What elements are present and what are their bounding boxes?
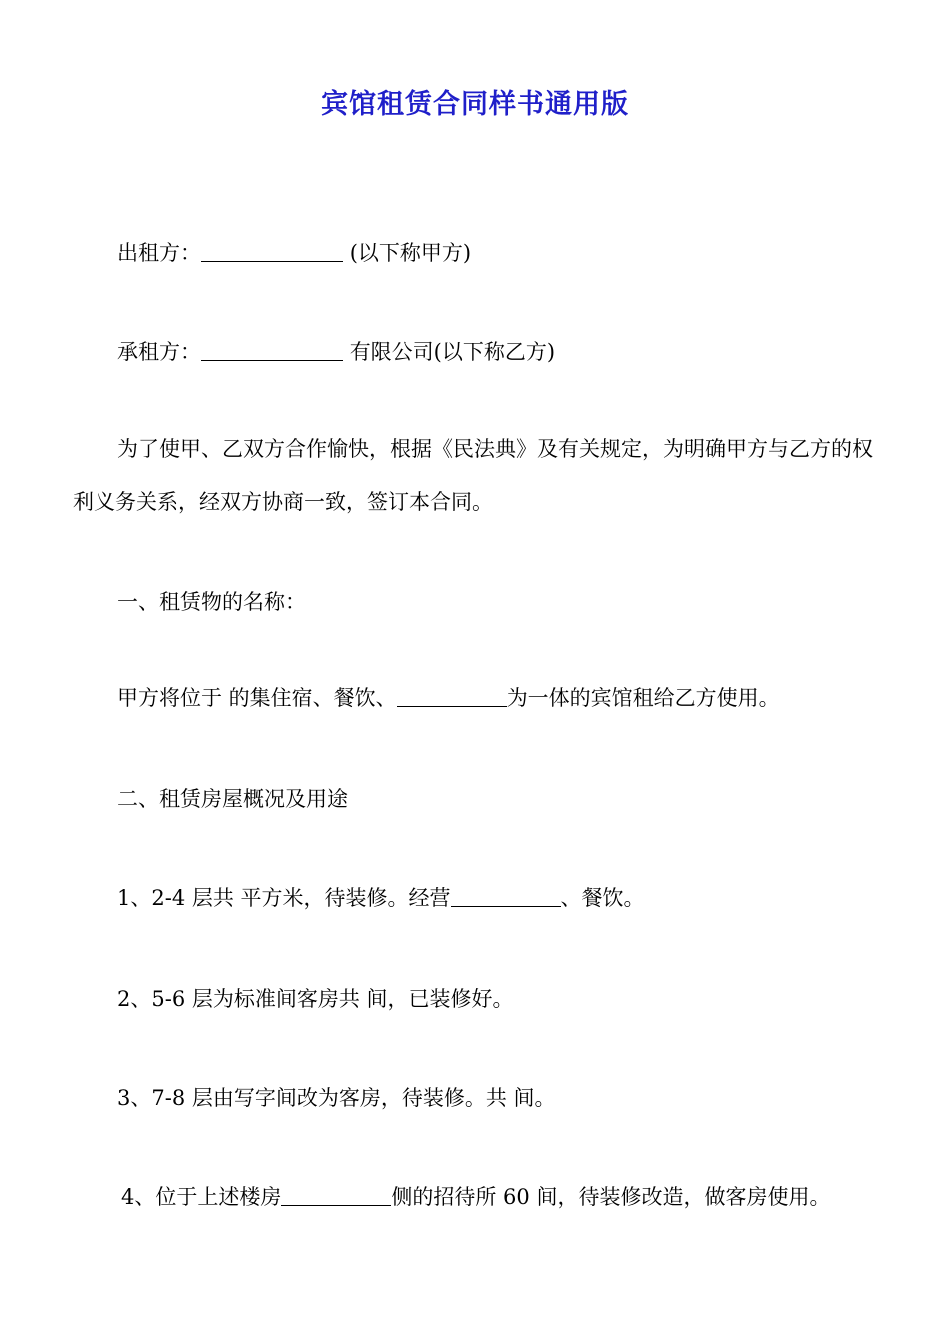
lessor-suffix: (以下称甲方) xyxy=(349,241,472,265)
section1-text xyxy=(117,683,780,713)
intro-paragraph: 为了使甲、乙双方合作愉快，根据《民法典》及有关规定，为明确甲方与乙方的权利义务关系，经双方协商一致，签订本合同。 xyxy=(73,437,873,514)
section2-item1-blank xyxy=(451,884,561,907)
lessee-suffix: 有限公司(以下称乙方) xyxy=(349,340,556,364)
lessee-label: 承租方： xyxy=(117,340,201,364)
section2-heading: 二、租赁房屋概况及用途 xyxy=(117,787,348,811)
lessee-line xyxy=(117,337,555,367)
section2-item4 xyxy=(121,1182,830,1212)
section2-item4-after: 侧的招待所 60 间，待装修改造，做客房使用。 xyxy=(391,1185,831,1209)
lessor-blank xyxy=(201,239,343,262)
section1-text-after: 为一体的宾馆租给乙方使用。 xyxy=(506,686,780,710)
section2-item1-after: 、餐饮。 xyxy=(560,886,645,910)
section2-item4-before: 4、位于上述楼房 xyxy=(121,1185,282,1209)
document-title: 宾馆租赁合同样书通用版 xyxy=(321,89,629,120)
section1-blank xyxy=(397,684,507,707)
section2-item1 xyxy=(117,883,645,913)
lessor-line xyxy=(117,238,471,268)
section2-item2: 2、5-6 层为标准间客房共 间，已装修好。 xyxy=(117,987,514,1011)
section1-heading: 一、租赁物的名称： xyxy=(117,590,306,614)
section2-item1-before: 1、2-4 层共 平方米，待装修。经营 xyxy=(117,886,451,910)
section1-text-before: 甲方将位于 的集住宿、餐饮、 xyxy=(117,686,397,710)
section2-item4-blank xyxy=(281,1183,391,1206)
lessee-blank xyxy=(201,338,343,361)
section2-item3: 3、7-8 层由写字间改为客房，待装修。共 间。 xyxy=(117,1086,556,1110)
lessor-label: 出租方： xyxy=(117,241,201,265)
